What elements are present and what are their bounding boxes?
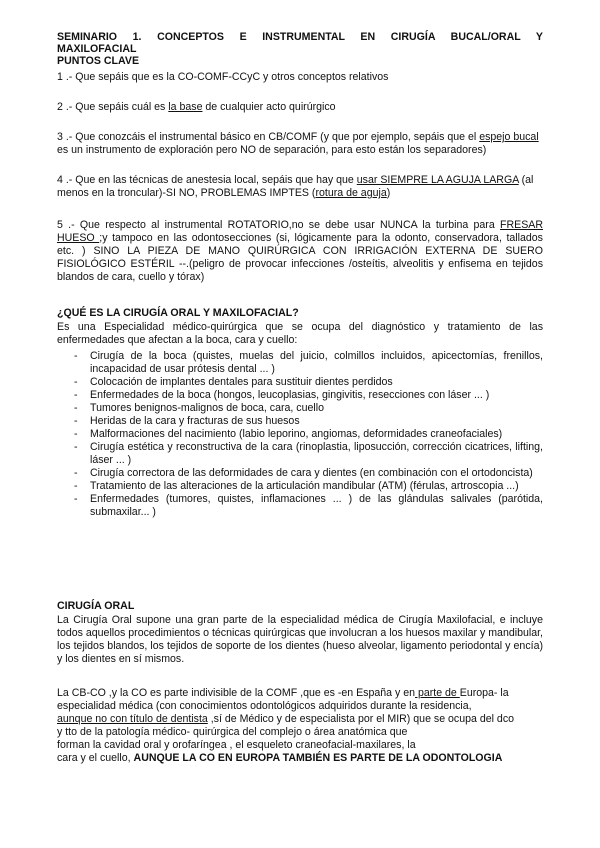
list-item (57, 415, 543, 428)
list-item (57, 480, 543, 493)
point-4-underlined: usar SIEMPRE LA AGUJA LARGA (356, 174, 519, 186)
title-line-2: MAXILOFACIAL (57, 43, 137, 55)
point-2-underlined: la base (168, 101, 203, 113)
para-2-line-5: forman la cavidad oral y orofaríngea , el esqueleto craneofacial-maxilares, la (57, 739, 416, 751)
point-4-underlined-2: rotura de aguja (315, 187, 387, 199)
point-2-text-a: 2 .- Que sepáis cuál es (57, 101, 169, 113)
list-item-text: Cirugía estética y reconstructiva de la cara (rinoplastia, liposucción, corrección cicatrices, lifting, láser ... ) (90, 441, 543, 466)
list-item (57, 376, 543, 389)
para-2-line-3-b: ,sí de Médico y de especialista por el MIR) que se ocupa del dco (207, 713, 515, 725)
list-item-text: Colocación de implantes dentales para sustituir dientes perdidos (90, 376, 393, 388)
point-1 (57, 71, 543, 84)
section-2-paragraph-1: La Cirugía Oral supone una gran parte de la especialidad médica de Cirugía Maxilofacial, e incluye todos aquellos procedimientos o técnicas quirúrgicas que involucran a los huesos maxilar y mandibular, los tejidos blandos, los tejidos de soporte de los dientes (hueso alveolar, ligamento periodontal y encía) y los dientes en sí mismos. (57, 614, 543, 665)
para-2-line-1-b: Europa- la (459, 687, 509, 699)
list-item-text: Malformaciones del nacimiento (labio leporino, angiomas, deformidades craneofaciales) (90, 428, 503, 440)
para-2-line-3 (57, 713, 543, 726)
section-heading-cirugia-oral: CIRUGÍA ORAL (57, 600, 135, 612)
para-2-line-3-underlined: aunque no con título de dentista (57, 713, 208, 725)
para-2-line-6-a: cara y el cuello, (57, 752, 134, 764)
specialty-list (57, 350, 543, 519)
document-title (57, 31, 543, 67)
section-1-intro: Es una Especialidad médico-quirúrgica que se ocupa del diagnóstico y tratamiento de las enfermedades que afectan a la boca, cara y cuello: (57, 321, 543, 346)
para-2-line-1-underlined: parte de (415, 687, 460, 699)
section-heading-cirugia-oral-maxilofacial: ¿QUÉ ES LA CIRUGÍA ORAL Y MAXILOFACIAL? (57, 307, 299, 319)
list-item-text: Tumores benignos-malignos de boca, cara, cuello (90, 402, 324, 414)
list-dash: - (74, 493, 78, 505)
list-dash: - (74, 415, 78, 427)
list-dash: - (74, 428, 78, 440)
list-item-text: Enfermedades (tumores, quistes, inflamaciones ... ) de las glándulas salivales (parótida, submaxilar... ) (90, 493, 543, 518)
para-2-line-1 (57, 687, 543, 700)
list-item (57, 350, 543, 376)
list-dash: - (74, 402, 78, 414)
list-item-text: Heridas de la cara y fracturas de sus huesos (90, 415, 300, 427)
list-item-text: Cirugía de la boca (quistes, muelas del juicio, colmillos incluidos, apicectomías, frenillos, incapacidad de usar prótesis dental ... ) (90, 350, 543, 375)
list-dash: - (74, 389, 78, 401)
list-item (57, 493, 543, 519)
section-1-list (57, 350, 543, 519)
list-dash: - (74, 376, 78, 388)
para-2-line-6 (57, 752, 543, 765)
point-5 (57, 219, 543, 284)
list-item (57, 467, 543, 480)
list-dash: - (74, 350, 78, 362)
para-2-line-4: y tto de la patología médico- quirúrgica del complejo o área anatómica que (57, 726, 408, 738)
list-item (57, 428, 543, 441)
list-dash: - (74, 480, 78, 492)
key-points-heading: PUNTOS CLAVE (57, 55, 140, 67)
point-4-text-c: ) (386, 187, 391, 199)
point-3-underlined: espejo bucal (479, 131, 539, 143)
para-2-line-1-a: La CB-CO ,y la CO es parte indivisible de la COMF ,que es -en España y en (57, 687, 415, 699)
list-item-text: Enfermedades de la boca (hongos, leucoplasias, gingivitis, resecciones con láser ... ) (90, 389, 490, 401)
title-line-1: SEMINARIO 1. CONCEPTOS E INSTRUMENTAL EN CIRUGÍA BUCAL/ORAL Y (57, 31, 543, 43)
list-item (57, 402, 543, 415)
list-item-text: Tratamiento de las alteraciones de la articulación mandibular (ATM) (férulas, artroscopia ...) (90, 480, 519, 492)
point-2-text-b: de cualquier acto quirúrgico (202, 101, 336, 113)
point-4 (57, 174, 543, 200)
point-4-text-a: 4 .- Que en las técnicas de anestesia local, sepáis que hay que (57, 174, 357, 186)
point-3-text-b: es un instrumento de exploración pero NO de separación, para esto están los separadores) (57, 144, 487, 156)
para-2-line-6-bold: AUNQUE LA CO EN EUROPA TAMBIÉN ES PARTE DE LA ODONTOLOGIA (133, 752, 503, 764)
section-2-paragraph-2 (57, 687, 543, 765)
point-5-text-b: ;y tampoco en las odontosecciones (si, lógicamente para la odonto, conservadora, tallados etc. ) SINO LA PIEZA DE MANO QUIRÚRGICA CON IRRIGACIÓN EXTERNA DE SUERO FISIOLÓGICO ESTÉRIL --.(peligro de provocar infecciones /osteítis, alveolitis y enfisema en tejidos blandos de cara, cuello y tórax) (57, 232, 543, 283)
point-3-text-a: 3 .- Que conozcáis el instrumental básico en CB/COMF (y que por ejemplo, sepáis que el (57, 131, 480, 143)
list-dash: - (74, 467, 78, 479)
point-4-text-b: (al menos en la troncular)-SI NO, PROBLEMAS IMPTES ( (57, 174, 534, 199)
list-dash: - (74, 441, 78, 453)
list-item-text: Cirugía correctora de las deformidades de cara y dientes (en combinación con el ortodoncista) (90, 467, 533, 479)
point-3 (57, 131, 543, 157)
point-1-text: 1 .- Que sepáis que es la CO-COMF-CCyC y otros conceptos relativos (57, 71, 389, 83)
point-5-text-a: 5 .- Que respecto al instrumental ROTATORIO,no se debe usar NUNCA la turbina para (57, 219, 501, 231)
para-2-line-2: especialidad médica (con conocimientos odontológicos adquiridos durante la residencia, (57, 700, 472, 712)
list-item (57, 389, 543, 402)
list-item (57, 441, 543, 467)
point-5-underlined: FRESAR HUESO (57, 219, 543, 244)
point-2 (57, 101, 543, 114)
